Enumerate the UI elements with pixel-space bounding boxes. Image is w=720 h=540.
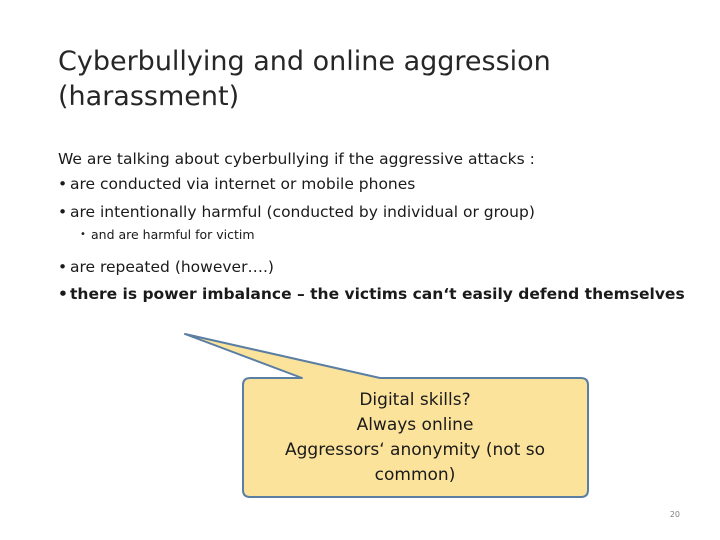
sub-bullet-text: and are harmful for victim bbox=[91, 227, 255, 242]
bullet-item bbox=[58, 201, 698, 226]
bullet-item bbox=[58, 284, 698, 305]
callout-line: Aggressors‘ anonymity (not so common) bbox=[284, 440, 546, 485]
bullet-dot: • bbox=[58, 285, 68, 303]
bullet-dot: • bbox=[58, 258, 68, 276]
callout-line: Always online bbox=[356, 415, 474, 435]
intro-text: We are talking about cyberbullying if the aggressive attacks : bbox=[58, 150, 535, 168]
callout-line: Digital skills? bbox=[359, 390, 471, 410]
bullet-text: are intentionally harmful (conducted by individual or group) bbox=[70, 203, 535, 221]
slide-body bbox=[58, 148, 698, 305]
page-number: 20 bbox=[669, 510, 680, 519]
bullet-dot: • bbox=[58, 203, 68, 221]
bullet-item bbox=[58, 173, 698, 201]
bullet-text: are repeated (however….) bbox=[70, 258, 274, 276]
callout-text bbox=[245, 380, 585, 496]
bullet-text: there is power imbalance – the victims can‘t easily defend themselves bbox=[70, 285, 685, 303]
bullet-dot: • bbox=[58, 175, 68, 193]
sub-bullet-item bbox=[58, 226, 698, 256]
bullet-item bbox=[58, 256, 698, 284]
bullet-dot: • bbox=[80, 229, 86, 240]
slide-title: Cyberbullying and online aggression (harassment) bbox=[58, 46, 551, 112]
bullet-text: are conducted via internet or mobile phones bbox=[70, 175, 416, 193]
